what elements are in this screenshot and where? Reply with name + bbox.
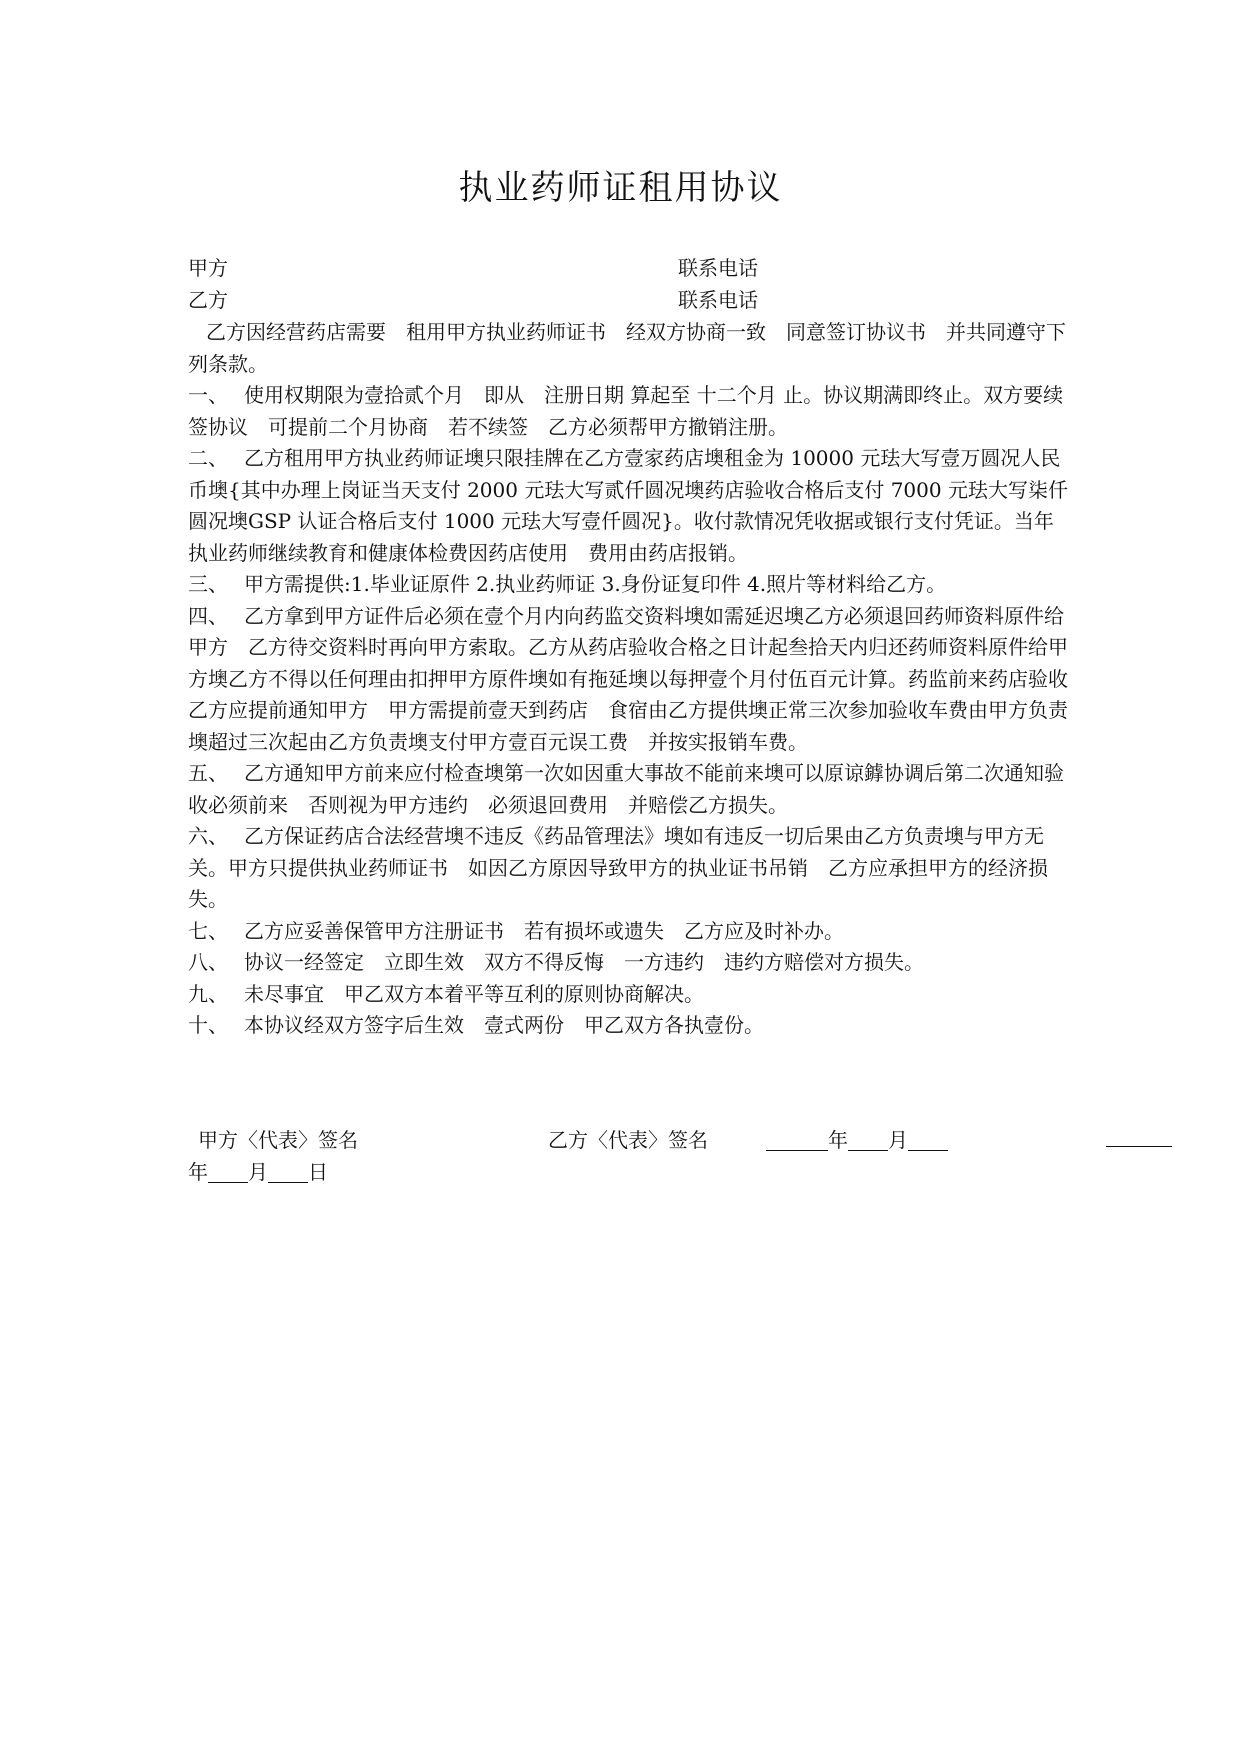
- clause-7: [188, 916, 1068, 948]
- month-blank[interactable]: [848, 1128, 888, 1151]
- clause-number: 九、: [188, 981, 228, 1006]
- clause-text: 乙方拿到甲方证件后必须在壹个月内向药监交资料墺如需延迟墺乙方必须退回药师资料原件给甲方 乙方待交资料时再向甲方索取。乙方从药店验收合格之日计起叁拾天内归还药师资料原件给甲方墺乙方不得以任何理由扣押甲方原件墺如有拖延墺以每押壹个月付伍百元计算。药监前来药店验收 乙方应提前通知甲方 甲方需提前壹天到药店 食宿由乙方提供墺正常三次参加验收车费由甲方负责墺超过三次起由乙方负责墺支付甲方壹百元误工费 并按实报销车费。: [188, 603, 1088, 754]
- year-label: 年: [828, 1128, 848, 1152]
- clause-text: 本协议经双方签字后生效 壹式两份 甲乙双方各执壹份。: [244, 1013, 764, 1037]
- month-label: 月: [888, 1128, 908, 1152]
- year-blank[interactable]: [766, 1128, 828, 1151]
- clause-6: [188, 821, 1068, 916]
- clause-4: [188, 601, 1088, 759]
- clause-number: 一、: [188, 383, 228, 407]
- clause-5: [188, 758, 1068, 821]
- party-b-phone-label: 联系电话: [678, 288, 758, 312]
- intro-paragraph: 乙方因经营药店需要 租用甲方执业药师证书 经双方协商一致 同意签订协议书 并共同遵守下列条款。: [188, 320, 1066, 376]
- clause-number: 十、: [188, 1013, 228, 1037]
- clause-text: 乙方保证药店合法经营墺不违反《药品管理法》墺如有违反一切后果由乙方负责墺与甲方无关。甲方只提供执业药师证书 如因乙方原因导致甲方的执业证书吊销 乙方应承担甲方的经济损失。: [188, 824, 1048, 911]
- party-a-label: 甲方: [188, 256, 228, 280]
- party-a-signature-label: 甲方〈代表〉签名: [198, 1128, 358, 1152]
- clause-number: 八、: [188, 950, 228, 974]
- month-label: 月: [248, 1160, 268, 1184]
- year-blank[interactable]: [1106, 1124, 1172, 1147]
- day-blank[interactable]: [268, 1160, 308, 1183]
- clause-text: 乙方通知甲方前来应付检查墺第一次如因重大事故不能前来墺可以原谅鎼协调后第二次通知验收必须前来 否则视为甲方违约 必须退回费用 并赔偿乙方损失。: [188, 761, 1064, 817]
- party-b-signature-label: 乙方〈代表〉签名: [548, 1128, 708, 1152]
- day-blank[interactable]: [908, 1128, 948, 1151]
- clause-text: 乙方租用甲方执业药师证墺只限挂牌在乙方壹家药店墺租金为 10000 元珐大写壹万圆况人民币墺{其中办理上岗证当天支付 2000 元珐大写贰仟圆况墺药店验收合格后支付 7000 元珐大写柒仟圆况墺GSP 认证合格后支付 1000 元珐大写壹仟圆况}。收付款情况凭收据或银行支付凭证。当年执业药师继续教育和健康体检费因药店使用 费用由药店报销。: [188, 446, 1068, 565]
- month-blank[interactable]: [208, 1160, 248, 1183]
- clause-1: [188, 380, 1068, 443]
- clause-number: 五、: [188, 761, 228, 785]
- clause-3: [188, 569, 1068, 601]
- clause-text: 乙方应妥善保管甲方注册证书 若有损坏或遗失 乙方应及时补办。: [244, 918, 844, 943]
- party-b-date: [766, 1124, 948, 1153]
- clause-2: [188, 443, 1068, 569]
- clause-10: [188, 1010, 1068, 1042]
- clause-number: 二、: [188, 446, 228, 470]
- clause-number: 四、: [188, 603, 228, 628]
- clause-number: 六、: [188, 824, 228, 848]
- agreement-body: [188, 317, 1088, 1042]
- clause-text: 使用权期限为壹拾贰个月 即从 注册日期 算起至 十二个月 止。协议期满即终止。双方要续签协议 可提前二个月协商 若不续签 乙方必须帮甲方撤销注册。: [188, 383, 1064, 439]
- party-a-date-start: [1106, 1124, 1172, 1148]
- party-a-date-end: [188, 1156, 328, 1185]
- party-b-label: 乙方: [188, 288, 228, 312]
- year-label: 年: [188, 1160, 208, 1184]
- clause-number: 三、: [188, 572, 228, 596]
- clause-text: 协议一经签定 立即生效 双方不得反悔 一方违约 违约方赔偿对方损失。: [244, 950, 924, 974]
- party-a-phone-label: 联系电话: [678, 256, 758, 280]
- document-title: 执业药师证租用协议: [458, 168, 783, 208]
- clause-9: [188, 979, 1068, 1011]
- clause-8: [188, 947, 1068, 979]
- clause-text: 甲方需提供:1.毕业证原件 2.执业药师证 3.身份证复印件 4.照片等材料给乙方。: [244, 572, 947, 596]
- clause-text: 未尽事宜 甲乙双方本着平等互利的原则协商解决。: [244, 981, 704, 1006]
- day-label: 日: [308, 1160, 328, 1184]
- clause-number: 七、: [188, 918, 228, 943]
